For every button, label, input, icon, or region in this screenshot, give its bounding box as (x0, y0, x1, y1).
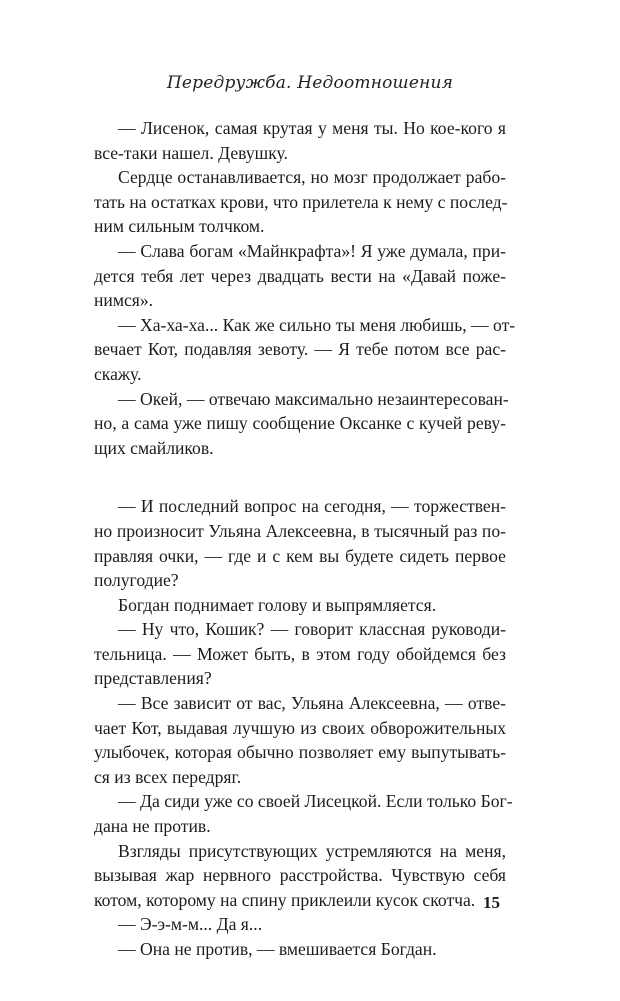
text-line: чает Кот, выдавая лучшую из своих обворожительных (94, 717, 506, 738)
text-line: дется тебя лет через двадцать вести на «Давай поже- (94, 265, 506, 286)
text-line: — Ну что, Кошик? — говорит классная руководи- (118, 619, 506, 640)
text-line: щих смайликов. (94, 437, 214, 458)
text-line: ся из всех передряг. (94, 766, 242, 787)
page-number: 15 (483, 893, 500, 912)
text-line: — Да сиди уже со своей Лисецкой. Если только Бог- (118, 791, 513, 812)
text-line: представления? (94, 668, 212, 689)
text-line: — Окей, — отвечаю максимально незаинтересован- (118, 388, 509, 409)
text-line: полугодие? (94, 570, 179, 591)
section-break (94, 460, 506, 494)
text-line: Взгляды присутствующих устремляются на меня, (118, 840, 506, 861)
text-line: — Э-э-м-м... Да я... (118, 914, 263, 935)
text-line: правляя очки, — где и с кем вы будете сидеть первое (94, 545, 506, 566)
text-line: тать на остатках крови, что прилетела к нему с послед- (94, 191, 508, 212)
text-line: котом, которому на спину приклеили кусок скотча. (94, 889, 476, 910)
text-line: все-таки нашел. Девушку. (94, 142, 288, 163)
text-line: — Она не против, — вмешивается Богдан. (118, 939, 437, 959)
text-line: вечает Кот, подавляя зевоту. — Я тебе потом все рас- (94, 339, 506, 360)
running-head: Передружба. Недоотношения (166, 73, 454, 93)
text-line: но, а сама уже пишу сообщение Оксанке с кучей реву- (94, 413, 506, 434)
text-line: дана не против. (94, 816, 211, 837)
text-line: но произносит Ульяна Алексеевна, в тысячный раз по- (94, 520, 506, 541)
text-line: улыбочек, которая обычно позволяет ему выпутывать- (94, 742, 506, 763)
text-line: тельница. — Может быть, в этом году обойдемся без (94, 643, 506, 664)
text-line: нимся». (94, 290, 154, 311)
text-line: Богдан поднимает голову и выпрямляется. (118, 594, 437, 615)
text-line: — Лисенок, самая крутая у меня ты. Но кое-кого я (118, 118, 506, 138)
body-text (94, 116, 516, 962)
text-line: — Все зависит от вас, Ульяна Алексеевна, — отве- (118, 693, 506, 714)
text-line: — Слава богам «Майнкрафта»! Я уже думала, при- (118, 240, 506, 261)
text-line: скажу. (94, 363, 142, 384)
text-line: — Ха-ха-ха... Как же сильно ты меня любишь, — от- (118, 314, 516, 335)
text-line: вызывая жар нервного расстройства. Чувствую себя (94, 865, 506, 886)
text-line: — И последний вопрос на сегодня, — торжествен- (118, 496, 506, 517)
text-line: ним сильным толчком. (94, 216, 265, 237)
text-line: Сердце останавливается, но мозг продолжает рабо- (118, 167, 506, 188)
